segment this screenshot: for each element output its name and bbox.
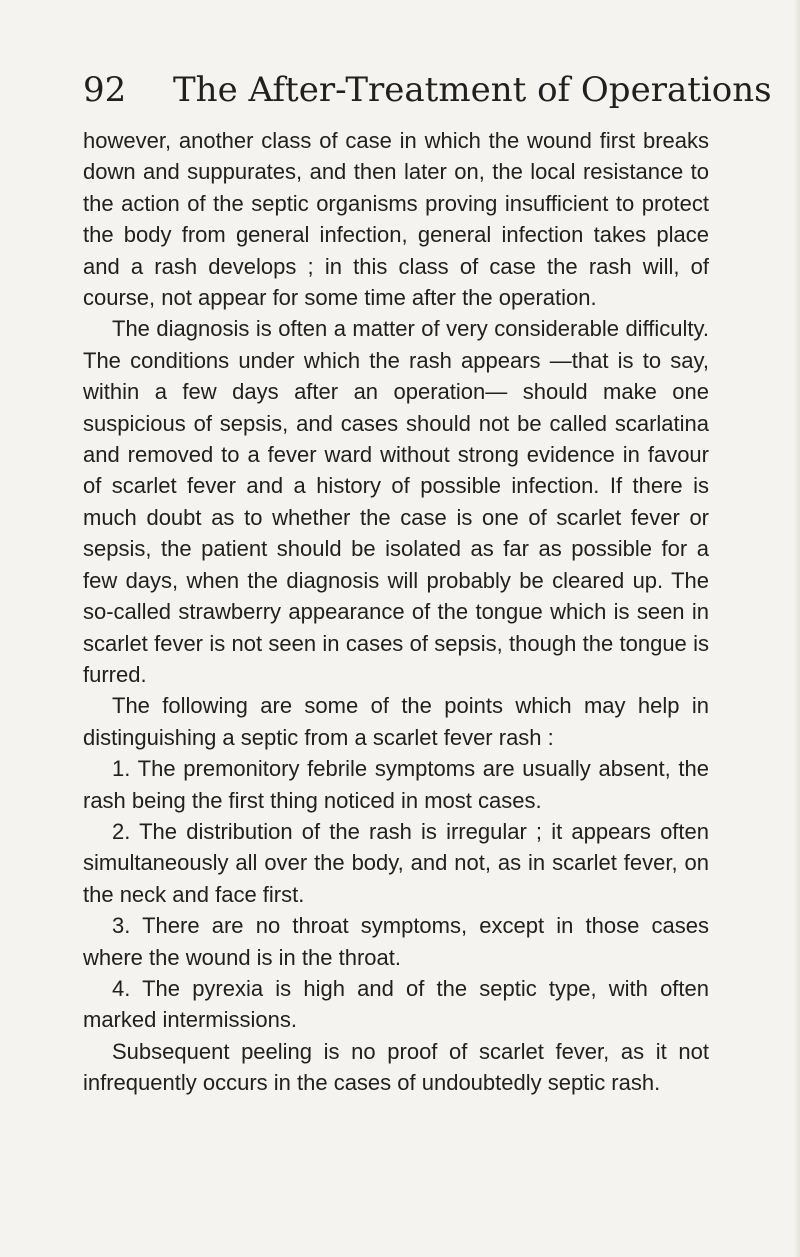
paragraph-peeling: Subsequent peeling is no proof of scarlet fever, as it not infrequently occurs in the cases of undoubtedly septic rash. xyxy=(83,1038,709,1096)
page-edge-shadow xyxy=(794,0,800,1257)
paragraph-distinguishing-points: The following are some of the points which may help in distinguishing a septic from a scarlet fever rash : xyxy=(83,693,709,750)
paragraph-continuation: however, another class of case in which the wound first breaks down and suppurates, and then later on, the local resistance to the action of the septic organisms proving insufficient to protect the body from general infection, general infection takes place and a rash develops ; in this class of case the rash will, of course, not appear for some time after the operation. xyxy=(83,128,709,311)
page-header xyxy=(83,68,772,118)
point-2: 2. The distribution of the rash is irregular ; it appears often simultaneously all over the body, and not, as in scarlet fever, on the neck and face first. xyxy=(83,818,709,907)
point-4: 4. The pyrexia is high and of the septic type, with often marked intermissions. xyxy=(83,975,709,1033)
point-3: 3. There are no throat symptoms, except in those cases where the wound is in the throat. xyxy=(83,913,709,970)
page-number: 92 xyxy=(83,70,127,110)
point-1: 1. The premonitory febrile symptoms are usually absent, the rash being the first thing noticed in most cases. xyxy=(83,756,709,813)
running-head: The After-Treatment of Operations xyxy=(173,70,772,110)
body-text xyxy=(83,125,709,1099)
paragraph-diagnosis: The diagnosis is often a matter of very considerable difficulty. The conditions under which the rash appears —that is to say, within a few days after an operation— should make one suspicious of sepsis, and cases should not be called scarlatina and removed to a fever ward without strong evidence in favour of scarlet fever and a history of possible infection. If there is much doubt as to whether the case is one of scarlet fever or sepsis, the patient should be isolated as far as possible for a few days, when the diagnosis will probably be cleared up. The so-called strawberry appearance of the tongue which is seen in scarlet fever is not seen in cases of sepsis, though the tongue is furred. xyxy=(83,316,709,687)
